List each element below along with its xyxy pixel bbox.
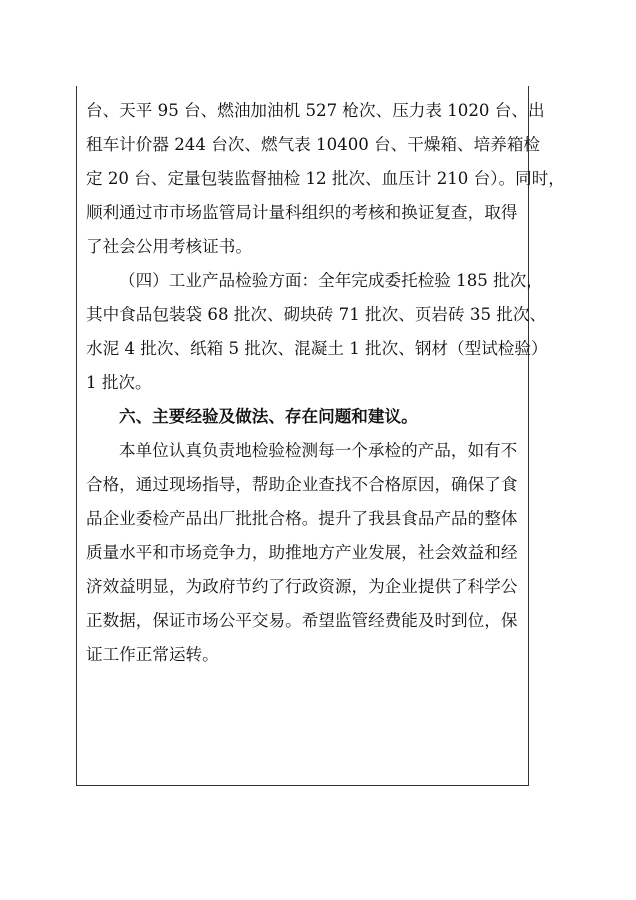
section-heading-6: 六、主要经验及做法、存在问题和建议。 [119,407,418,426]
text-line: 其中食品包装袋 68 批次、砌块砖 71 批次、页岩砖 35 批次、 [86,305,547,324]
text-line: 质量水平和市场竞争力，助推地方产业发展，社会效益和经 [86,543,518,562]
text-line: 水泥 4 批次、纸箱 5 批次、混凝土 1 批次、钢材（型试检验） [86,339,548,358]
text-line: 正数据，保证市场公平交易。希望监管经费能及时到位，保 [86,611,518,630]
paragraph-heading-4: （四）工业产品检验方面：全年完成委托检验 185 批次， [119,271,543,290]
text-line: 台、天平 95 台、燃油加油机 527 枪次、压力表 1020 台、出 [86,101,545,120]
text-line: 定 20 台、定量包装监督抽检 12 批次、血压计 210 台）。同时， [86,169,565,188]
text-line: 租车计价器 244 台次、燃气表 10400 台、干燥箱、培养箱检 [86,135,541,154]
text-line: 合格，通过现场指导，帮助企业查找不合格原因，确保了食 [86,475,518,494]
text-line: 了社会公用考核证书。 [86,237,252,256]
text-line: 顺利通过市市场监管局计量科组织的考核和换证复查，取得 [86,203,518,222]
text-line: 证工作正常运转。 [86,645,219,664]
text-line: 济效益明显，为政府节约了行政资源，为企业提供了科学公 [86,577,518,596]
text-line: 本单位认真负责地检验检测每一个承检的产品，如有不 [119,441,518,460]
text-line: 1 批次。 [86,373,152,392]
text-line: 品企业委检产品出厂批批合格。提升了我县食品产品的整体 [86,509,518,528]
